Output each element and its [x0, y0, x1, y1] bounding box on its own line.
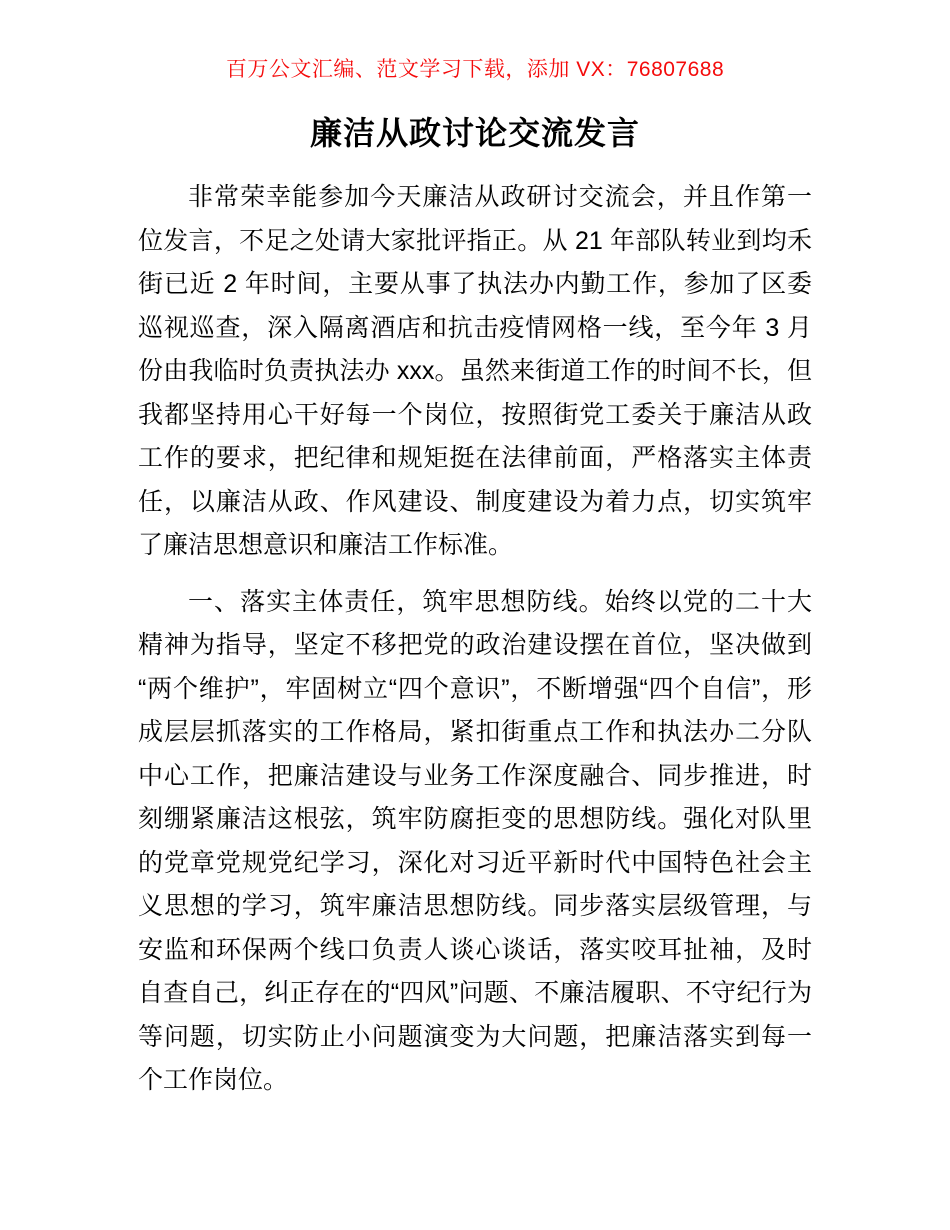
document-body	[138, 176, 812, 1103]
body-paragraph-section-1: 一、落实主体责任，筑牢思想防线。始终以党的二十大精神为指导，坚定不移把党的政治建设摆在首位，坚决做到“两个维护”，牢固树立“四个意识”，不断增强“四个自信”，形成层层抓落实的工作格局，紧扣街重点工作和执法办二分队中心工作，把廉洁建设与业务工作深度融合、同步推进，时刻绷紧廉洁这根弦，筑牢防腐拒变的思想防线。强化对队里的党章党规党纪学习，深化对习近平新时代中国特色社会主义思想的学习，筑牢廉洁思想防线。同步落实层级管理，与安监和环保两个线口负责人谈心谈话，落实咬耳扯袖，及时自查自己，纠正存在的“四风”问题、不廉洁履职、不守纪行为等问题，切实防止小问题演变为大问题，把廉洁落实到每一个工作岗位。	[138, 587, 812, 1095]
document-title: 廉洁从政讨论交流发言	[309, 115, 640, 151]
watermark-ad-text: 百万公文汇编、范文学习下载，添加 VX：76807688	[225, 58, 725, 81]
body-paragraph-intro: 非常荣幸能参加今天廉洁从政研讨交流会，并且作第一位发言，不足之处请大家批评指正。从 21 年部队转业到均禾街已近 2 年时间，主要从事了执法办内勤工作，参加了区委巡视巡查，深入隔离酒店和抗击疫情网格一线，至今年 3 月份由我临时负责执法办 xxx。虽然来街道工作的时间不长，但我都坚持用心干好每一个岗位，按照街党工委关于廉洁从政工作的要求，把纪律和规矩挺在法律前面，严格落实主体责任，以廉洁从政、作风建设、制度建设为着力点，切实筑牢了廉洁思想意识和廉洁工作标准。	[138, 183, 812, 560]
